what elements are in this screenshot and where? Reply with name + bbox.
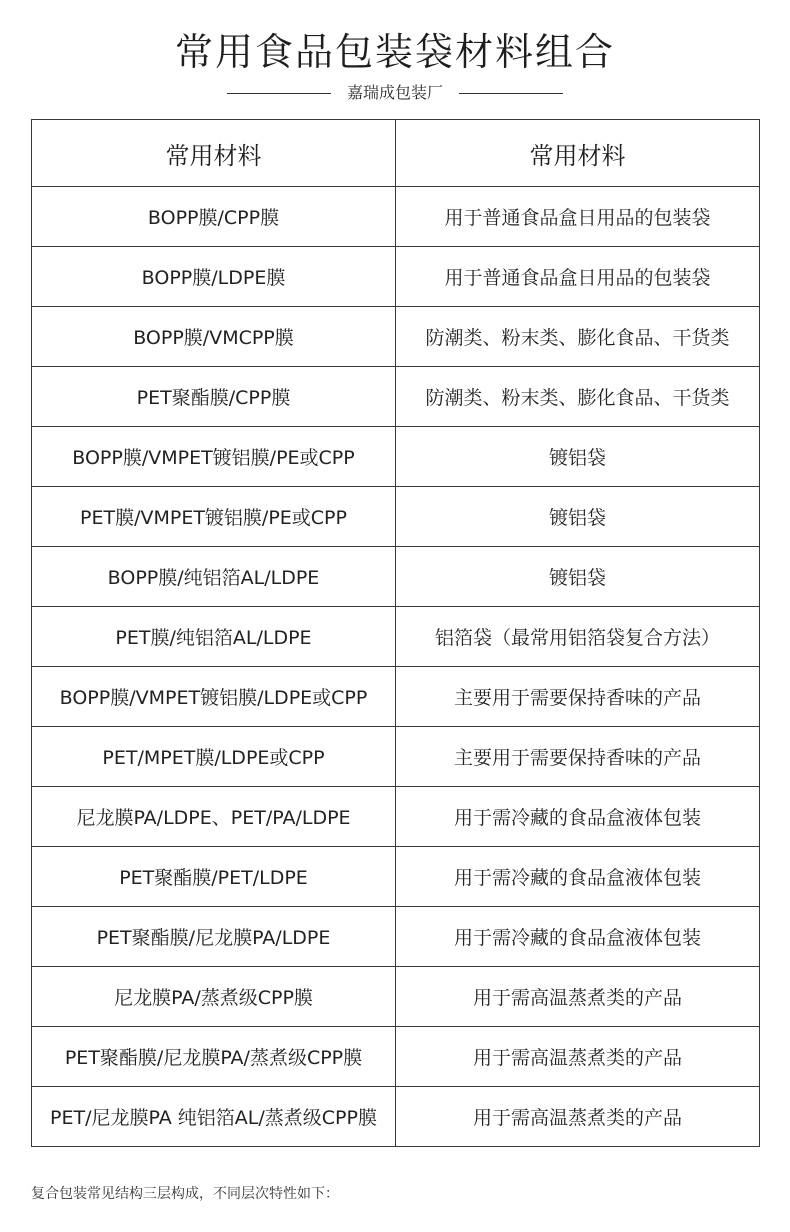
subtitle-divider-right — [459, 93, 563, 94]
material-cell: PET聚酯膜/PET/LDPE — [32, 847, 396, 907]
material-cell: BOPP膜/VMCPP膜 — [32, 307, 396, 367]
use-cell: 用于需冷藏的食品盒液体包装 — [396, 847, 760, 907]
material-cell: BOPP膜/CPP膜 — [32, 187, 396, 247]
header-use: 常用材料 — [396, 120, 760, 187]
material-cell: PET膜/VMPET镀铝膜/PE或CPP — [32, 487, 396, 547]
material-cell: 尼龙膜PA/LDPE、PET/PA/LDPE — [32, 787, 396, 847]
material-cell: BOPP膜/纯铝箔AL/LDPE — [32, 547, 396, 607]
use-cell: 用于需高温蒸煮类的产品 — [396, 1087, 760, 1147]
table-row — [32, 487, 760, 547]
table-row — [32, 787, 760, 847]
material-cell: BOPP膜/LDPE膜 — [32, 247, 396, 307]
table-header-row — [32, 120, 760, 187]
material-cell: PET/尼龙膜PA 纯铝箔AL/蒸煮级CPP膜 — [32, 1087, 396, 1147]
use-cell: 用于需冷藏的食品盒液体包装 — [396, 787, 760, 847]
use-cell: 用于需高温蒸煮类的产品 — [396, 967, 760, 1027]
table-row — [32, 247, 760, 307]
material-cell: PET/MPET膜/LDPE或CPP — [32, 727, 396, 787]
footer-note: 复合包装常见结构三层构成，不同层次特性如下： — [31, 1186, 339, 1202]
table-row — [32, 607, 760, 667]
material-cell: PET膜/纯铝箔AL/LDPE — [32, 607, 396, 667]
material-cell: PET聚酯膜/尼龙膜PA/蒸煮级CPP膜 — [32, 1027, 396, 1087]
use-cell: 镀铝袋 — [396, 547, 760, 607]
table-row — [32, 967, 760, 1027]
table-row — [32, 727, 760, 787]
use-cell: 铝箔袋（最常用铝箔袋复合方法） — [396, 607, 760, 667]
header-material: 常用材料 — [32, 120, 396, 187]
use-cell: 用于普通食品盒日用品的包装袋 — [396, 247, 760, 307]
table-row — [32, 667, 760, 727]
materials-table — [31, 119, 760, 1147]
use-cell: 主要用于需要保持香味的产品 — [396, 667, 760, 727]
use-cell: 镀铝袋 — [396, 487, 760, 547]
table-row — [32, 547, 760, 607]
company-name: 嘉瑞成包装厂 — [346, 83, 443, 102]
table-row — [32, 187, 760, 247]
use-cell: 防潮类、粉末类、膨化食品、干货类 — [396, 307, 760, 367]
table-row — [32, 1027, 760, 1087]
use-cell: 镀铝袋 — [396, 427, 760, 487]
subtitle-row — [0, 80, 790, 106]
material-cell: PET聚酯膜/CPP膜 — [32, 367, 396, 427]
table-body — [32, 187, 760, 1147]
table-row — [32, 367, 760, 427]
use-cell: 用于需冷藏的食品盒液体包装 — [396, 907, 760, 967]
material-cell: PET聚酯膜/尼龙膜PA/LDPE — [32, 907, 396, 967]
use-cell: 防潮类、粉末类、膨化食品、干货类 — [396, 367, 760, 427]
subtitle-divider-left — [227, 93, 331, 94]
table-row — [32, 427, 760, 487]
material-cell: BOPP膜/VMPET镀铝膜/PE或CPP — [32, 427, 396, 487]
table-row — [32, 307, 760, 367]
table-row — [32, 1087, 760, 1147]
table-row — [32, 907, 760, 967]
table-row — [32, 847, 760, 907]
use-cell: 主要用于需要保持香味的产品 — [396, 727, 760, 787]
material-cell: 尼龙膜PA/蒸煮级CPP膜 — [32, 967, 396, 1027]
page-title: 常用食品包装袋材料组合 — [174, 30, 615, 74]
use-cell: 用于普通食品盒日用品的包装袋 — [396, 187, 760, 247]
material-cell: BOPP膜/VMPET镀铝膜/LDPE或CPP — [32, 667, 396, 727]
use-cell: 用于需高温蒸煮类的产品 — [396, 1027, 760, 1087]
